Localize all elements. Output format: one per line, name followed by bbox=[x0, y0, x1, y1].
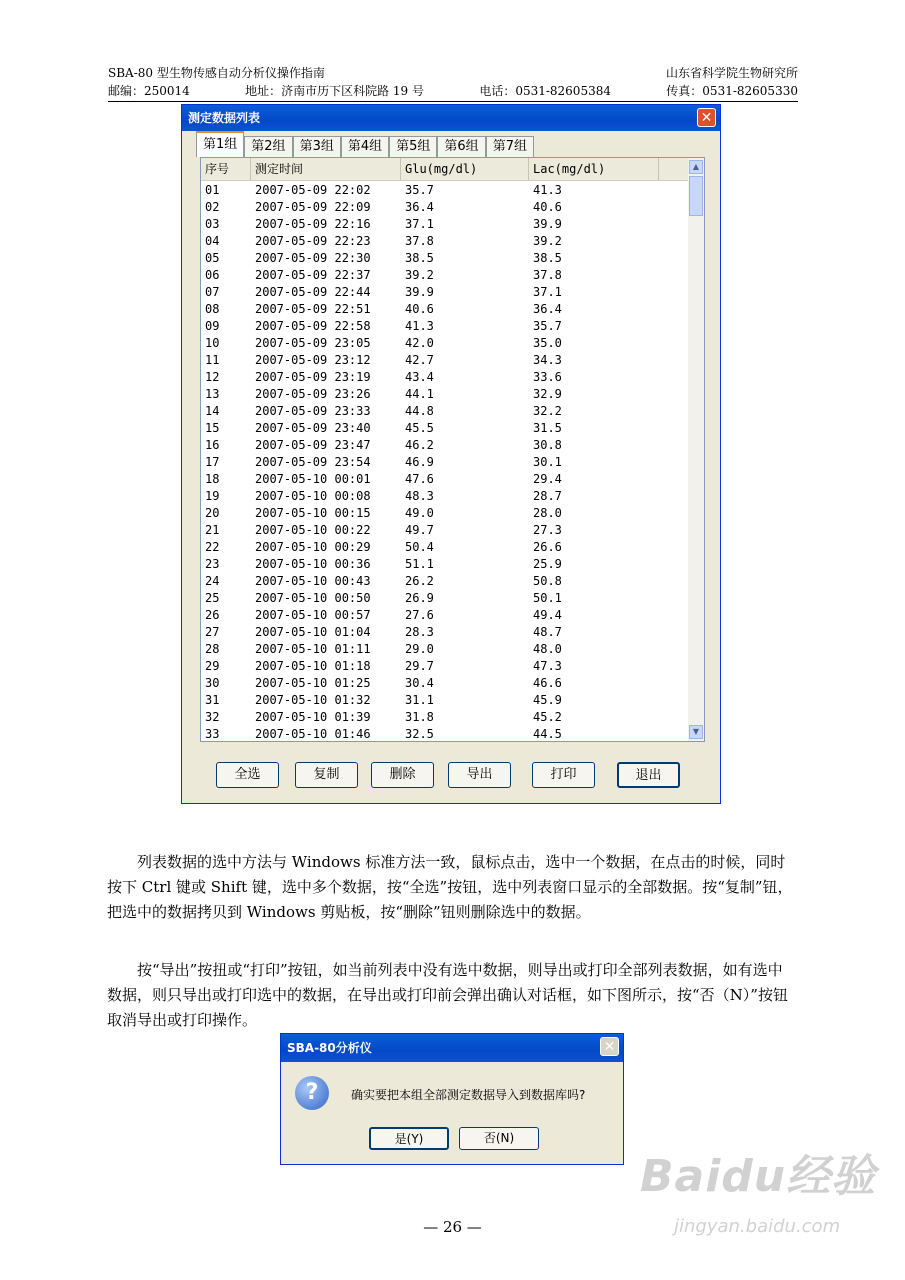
cell-time: 2007-05-10 01:11 bbox=[255, 642, 371, 656]
tab-group-6[interactable]: 第6组 bbox=[437, 136, 485, 157]
cell-index: 01 bbox=[205, 183, 220, 197]
tab-group-2[interactable]: 第2组 bbox=[244, 136, 292, 157]
cell-index: 07 bbox=[205, 285, 220, 299]
cell-index: 32 bbox=[205, 710, 220, 724]
cell-glu: 44.1 bbox=[405, 387, 434, 401]
column-header-index[interactable]: 序号 bbox=[201, 158, 251, 180]
cell-lac: 32.9 bbox=[533, 387, 562, 401]
cell-glu: 49.0 bbox=[405, 506, 434, 520]
cell-index: 15 bbox=[205, 421, 220, 435]
cell-lac: 26.6 bbox=[533, 540, 562, 554]
table-row[interactable] bbox=[201, 318, 689, 335]
cell-glu: 28.3 bbox=[405, 625, 434, 639]
fax: 传真：0531-82605330 bbox=[666, 84, 798, 98]
table-row[interactable] bbox=[201, 641, 689, 658]
cell-lac: 32.2 bbox=[533, 404, 562, 418]
cell-time: 2007-05-10 00:43 bbox=[255, 574, 371, 588]
cell-glu: 46.2 bbox=[405, 438, 434, 452]
cell-index: 02 bbox=[205, 200, 220, 214]
cell-glu: 42.7 bbox=[405, 353, 434, 367]
cell-glu: 50.4 bbox=[405, 540, 434, 554]
group-tabs bbox=[196, 133, 534, 157]
table-row[interactable] bbox=[201, 573, 689, 590]
list-rows bbox=[201, 182, 689, 742]
confirm-message: 确实要把本组全部测定数据导入到数据库吗? bbox=[351, 1088, 586, 1102]
cell-time: 2007-05-09 22:16 bbox=[255, 217, 371, 231]
cell-time: 2007-05-09 23:19 bbox=[255, 370, 371, 384]
scroll-thumb[interactable] bbox=[689, 176, 703, 216]
data-list[interactable] bbox=[200, 157, 705, 742]
cell-glu: 29.0 bbox=[405, 642, 434, 656]
paragraph-1-text: 列表数据的选中方法与 Windows 标准方法一致，鼠标点击，选中一个数据，在点击的时候，同时按下 Ctrl 键或 Shift 键，选中多个数据，按“全选”按钮，选中列表窗口显示的全部数据。按“复制”钮，把选中的数据拷贝到 Windows 剪贴板，按“删除”钮则删除选中的数据。 bbox=[107, 853, 793, 921]
cell-glu: 31.1 bbox=[405, 693, 434, 707]
table-row[interactable] bbox=[201, 216, 689, 233]
table-row[interactable] bbox=[201, 352, 689, 369]
close-icon[interactable]: ✕ bbox=[600, 1037, 619, 1056]
cell-lac: 45.2 bbox=[533, 710, 562, 724]
cell-time: 2007-05-09 23:12 bbox=[255, 353, 371, 367]
cell-lac: 37.1 bbox=[533, 285, 562, 299]
cell-lac: 46.6 bbox=[533, 676, 562, 690]
cell-index: 09 bbox=[205, 319, 220, 333]
cell-lac: 45.9 bbox=[533, 693, 562, 707]
institute-name: 山东省科学院生物研究所 bbox=[665, 66, 798, 80]
cell-time: 2007-05-10 01:18 bbox=[255, 659, 371, 673]
yes-button[interactable]: 是(Y) bbox=[369, 1127, 449, 1150]
cell-time: 2007-05-09 22:51 bbox=[255, 302, 371, 316]
cell-lac: 27.3 bbox=[533, 523, 562, 537]
cell-time: 2007-05-10 01:04 bbox=[255, 625, 371, 639]
address: 地址：济南市历下区科院路 19 号 bbox=[245, 84, 425, 98]
cell-glu: 45.5 bbox=[405, 421, 434, 435]
cell-lac: 41.3 bbox=[533, 183, 562, 197]
cell-index: 26 bbox=[205, 608, 220, 622]
cell-glu: 48.3 bbox=[405, 489, 434, 503]
cell-time: 2007-05-09 22:23 bbox=[255, 234, 371, 248]
cell-time: 2007-05-09 23:47 bbox=[255, 438, 371, 452]
cell-index: 12 bbox=[205, 370, 220, 384]
cell-time: 2007-05-09 22:44 bbox=[255, 285, 371, 299]
cell-lac: 28.0 bbox=[533, 506, 562, 520]
cell-index: 33 bbox=[205, 727, 220, 741]
page-header bbox=[108, 64, 798, 100]
cell-time: 2007-05-09 22:30 bbox=[255, 251, 371, 265]
cell-glu: 46.9 bbox=[405, 455, 434, 469]
column-header-lac[interactable]: Lac(mg/dl) bbox=[529, 158, 659, 180]
cell-index: 04 bbox=[205, 234, 220, 248]
cell-time: 2007-05-09 22:37 bbox=[255, 268, 371, 282]
confirm-dialog bbox=[280, 1033, 624, 1165]
table-row[interactable] bbox=[201, 709, 689, 726]
cell-index: 20 bbox=[205, 506, 220, 520]
cell-glu: 37.1 bbox=[405, 217, 434, 231]
cell-index: 05 bbox=[205, 251, 220, 265]
cell-index: 18 bbox=[205, 472, 220, 486]
paragraph-export bbox=[107, 958, 797, 1033]
cell-lac: 35.7 bbox=[533, 319, 562, 333]
cell-lac: 25.9 bbox=[533, 557, 562, 571]
cell-time: 2007-05-10 01:32 bbox=[255, 693, 371, 707]
cell-time: 2007-05-10 00:29 bbox=[255, 540, 371, 554]
cell-lac: 33.6 bbox=[533, 370, 562, 384]
table-row[interactable] bbox=[201, 505, 689, 522]
table-row[interactable] bbox=[201, 607, 689, 624]
cell-time: 2007-05-10 00:57 bbox=[255, 608, 371, 622]
tab-group-3[interactable]: 第3组 bbox=[293, 136, 341, 157]
cell-lac: 44.5 bbox=[533, 727, 562, 741]
cell-glu: 31.8 bbox=[405, 710, 434, 724]
cell-index: 17 bbox=[205, 455, 220, 469]
cell-time: 2007-05-10 00:36 bbox=[255, 557, 371, 571]
list-header bbox=[201, 158, 689, 181]
cell-lac: 30.8 bbox=[533, 438, 562, 452]
question-icon: ? bbox=[295, 1076, 329, 1110]
cell-index: 21 bbox=[205, 523, 220, 537]
cell-time: 2007-05-10 01:25 bbox=[255, 676, 371, 690]
paragraph-2-text: 按“导出”按扭或“打印”按钮，如当前列表中没有选中数据，则导出或打印全部列表数据，如有选中数据，则只导出或打印选中的数据，在导出或打印前会弹出确认对话框，如下图所示，按“否（N）”按钮取消导出或打印操作。 bbox=[107, 961, 788, 1029]
cell-time: 2007-05-10 01:46 bbox=[255, 727, 371, 741]
cell-lac: 31.5 bbox=[533, 421, 562, 435]
export-button[interactable]: 导出 bbox=[448, 762, 511, 788]
cell-lac: 50.1 bbox=[533, 591, 562, 605]
confirm-title: SBA-80分析仪 bbox=[287, 1041, 372, 1055]
cell-index: 24 bbox=[205, 574, 220, 588]
select-all-button[interactable]: 全选 bbox=[216, 762, 279, 788]
cell-time: 2007-05-09 22:58 bbox=[255, 319, 371, 333]
vertical-scrollbar[interactable] bbox=[688, 158, 704, 741]
cell-lac: 48.0 bbox=[533, 642, 562, 656]
column-header-time[interactable]: 测定时间 bbox=[251, 158, 401, 180]
cell-glu: 41.3 bbox=[405, 319, 434, 333]
table-row[interactable] bbox=[201, 658, 689, 675]
cell-time: 2007-05-09 23:05 bbox=[255, 336, 371, 350]
table-row[interactable] bbox=[201, 624, 689, 641]
column-header-glu[interactable]: Glu(mg/dl) bbox=[401, 158, 529, 180]
cell-glu: 29.7 bbox=[405, 659, 434, 673]
tab-group-4[interactable]: 第4组 bbox=[341, 136, 389, 157]
cell-index: 23 bbox=[205, 557, 220, 571]
baidu-watermark bbox=[620, 1140, 880, 1260]
cell-glu: 40.6 bbox=[405, 302, 434, 316]
cell-time: 2007-05-09 23:54 bbox=[255, 455, 371, 469]
tab-group-1[interactable]: 第1组 bbox=[196, 131, 244, 157]
cell-glu: 44.8 bbox=[405, 404, 434, 418]
data-list-dialog bbox=[181, 104, 721, 804]
page-number: — 26 — bbox=[423, 1218, 482, 1236]
delete-button[interactable]: 删除 bbox=[371, 762, 434, 788]
cell-index: 27 bbox=[205, 625, 220, 639]
cell-index: 29 bbox=[205, 659, 220, 673]
close-icon[interactable]: ✕ bbox=[697, 108, 716, 127]
cell-lac: 47.3 bbox=[533, 659, 562, 673]
postcode: 邮编：250014 bbox=[108, 84, 190, 98]
scroll-up-icon[interactable]: ▲ bbox=[689, 160, 703, 174]
watermark-brand: Baidu经验 bbox=[640, 1151, 877, 1202]
cell-glu: 26.2 bbox=[405, 574, 434, 588]
table-row[interactable] bbox=[201, 267, 689, 284]
cell-glu: 32.5 bbox=[405, 727, 434, 741]
cell-lac: 37.8 bbox=[533, 268, 562, 282]
table-row[interactable] bbox=[201, 692, 689, 709]
cell-glu: 47.6 bbox=[405, 472, 434, 486]
cell-index: 10 bbox=[205, 336, 220, 350]
cell-index: 30 bbox=[205, 676, 220, 690]
cell-time: 2007-05-09 23:26 bbox=[255, 387, 371, 401]
print-button[interactable]: 打印 bbox=[532, 762, 595, 788]
cell-lac: 34.3 bbox=[533, 353, 562, 367]
cell-glu: 42.0 bbox=[405, 336, 434, 350]
cell-time: 2007-05-10 00:50 bbox=[255, 591, 371, 605]
doc-title: SBA-80 型生物传感自动分析仪操作指南 bbox=[108, 66, 325, 80]
table-row[interactable] bbox=[201, 539, 689, 556]
table-row[interactable] bbox=[201, 233, 689, 250]
cell-time: 2007-05-10 01:39 bbox=[255, 710, 371, 724]
cell-time: 2007-05-10 00:22 bbox=[255, 523, 371, 537]
table-row[interactable] bbox=[201, 369, 689, 386]
cell-lac: 35.0 bbox=[533, 336, 562, 350]
cell-index: 06 bbox=[205, 268, 220, 282]
cell-glu: 38.5 bbox=[405, 251, 434, 265]
cell-lac: 39.2 bbox=[533, 234, 562, 248]
cell-glu: 43.4 bbox=[405, 370, 434, 384]
cell-index: 03 bbox=[205, 217, 220, 231]
dialog-button-bar bbox=[182, 762, 722, 788]
watermark-url: jingyan.baidu.com bbox=[674, 1216, 841, 1237]
tab-group-5[interactable]: 第5组 bbox=[389, 136, 437, 157]
cell-index: 08 bbox=[205, 302, 220, 316]
cell-glu: 36.4 bbox=[405, 200, 434, 214]
table-row[interactable] bbox=[201, 284, 689, 301]
cell-time: 2007-05-09 23:40 bbox=[255, 421, 371, 435]
scroll-down-icon[interactable]: ▼ bbox=[689, 725, 703, 739]
table-row[interactable] bbox=[201, 403, 689, 420]
paragraph-selection bbox=[107, 850, 797, 925]
table-row[interactable] bbox=[201, 556, 689, 573]
dialog-titlebar[interactable] bbox=[182, 105, 720, 131]
table-row[interactable] bbox=[201, 522, 689, 539]
table-row[interactable] bbox=[201, 386, 689, 403]
table-row[interactable] bbox=[201, 301, 689, 318]
cell-lac: 40.6 bbox=[533, 200, 562, 214]
table-row[interactable] bbox=[201, 250, 689, 267]
table-row[interactable] bbox=[201, 675, 689, 692]
cell-glu: 37.8 bbox=[405, 234, 434, 248]
table-row[interactable] bbox=[201, 182, 689, 199]
cell-time: 2007-05-10 00:15 bbox=[255, 506, 371, 520]
confirm-titlebar[interactable] bbox=[281, 1034, 623, 1062]
cell-lac: 28.7 bbox=[533, 489, 562, 503]
cell-index: 28 bbox=[205, 642, 220, 656]
tab-group-7[interactable]: 第7组 bbox=[486, 136, 534, 157]
table-row[interactable] bbox=[201, 335, 689, 352]
cell-time: 2007-05-10 00:08 bbox=[255, 489, 371, 503]
cell-glu: 27.6 bbox=[405, 608, 434, 622]
cell-lac: 49.4 bbox=[533, 608, 562, 622]
cell-time: 2007-05-09 22:09 bbox=[255, 200, 371, 214]
cell-time: 2007-05-09 22:02 bbox=[255, 183, 371, 197]
copy-button[interactable]: 复制 bbox=[295, 762, 358, 788]
cell-index: 14 bbox=[205, 404, 220, 418]
cell-glu: 35.7 bbox=[405, 183, 434, 197]
cell-lac: 50.8 bbox=[533, 574, 562, 588]
header-rule bbox=[108, 101, 798, 102]
table-row[interactable] bbox=[201, 454, 689, 471]
cell-lac: 29.4 bbox=[533, 472, 562, 486]
table-row[interactable] bbox=[201, 590, 689, 607]
cell-glu: 49.7 bbox=[405, 523, 434, 537]
cell-lac: 39.9 bbox=[533, 217, 562, 231]
no-button[interactable]: 否(N) bbox=[459, 1127, 539, 1150]
cell-glu: 26.9 bbox=[405, 591, 434, 605]
table-row[interactable] bbox=[201, 420, 689, 437]
phone: 电话：0531-82605384 bbox=[479, 84, 611, 98]
cell-lac: 48.7 bbox=[533, 625, 562, 639]
table-row[interactable] bbox=[201, 199, 689, 216]
table-row[interactable] bbox=[201, 726, 689, 742]
table-row[interactable] bbox=[201, 488, 689, 505]
cell-lac: 30.1 bbox=[533, 455, 562, 469]
cell-glu: 51.1 bbox=[405, 557, 434, 571]
cell-time: 2007-05-09 23:33 bbox=[255, 404, 371, 418]
dialog-title: 测定数据列表 bbox=[188, 111, 261, 125]
cell-glu: 39.2 bbox=[405, 268, 434, 282]
cell-lac: 36.4 bbox=[533, 302, 562, 316]
table-row[interactable] bbox=[201, 471, 689, 488]
cell-index: 31 bbox=[205, 693, 220, 707]
cell-index: 22 bbox=[205, 540, 220, 554]
cell-glu: 39.9 bbox=[405, 285, 434, 299]
cell-index: 19 bbox=[205, 489, 220, 503]
table-row[interactable] bbox=[201, 437, 689, 454]
cell-time: 2007-05-10 00:01 bbox=[255, 472, 371, 486]
cell-index: 11 bbox=[205, 353, 220, 367]
cell-glu: 30.4 bbox=[405, 676, 434, 690]
cell-lac: 38.5 bbox=[533, 251, 562, 265]
cell-index: 13 bbox=[205, 387, 220, 401]
cell-index: 16 bbox=[205, 438, 220, 452]
cell-index: 25 bbox=[205, 591, 220, 605]
exit-button[interactable]: 退出 bbox=[617, 762, 680, 788]
